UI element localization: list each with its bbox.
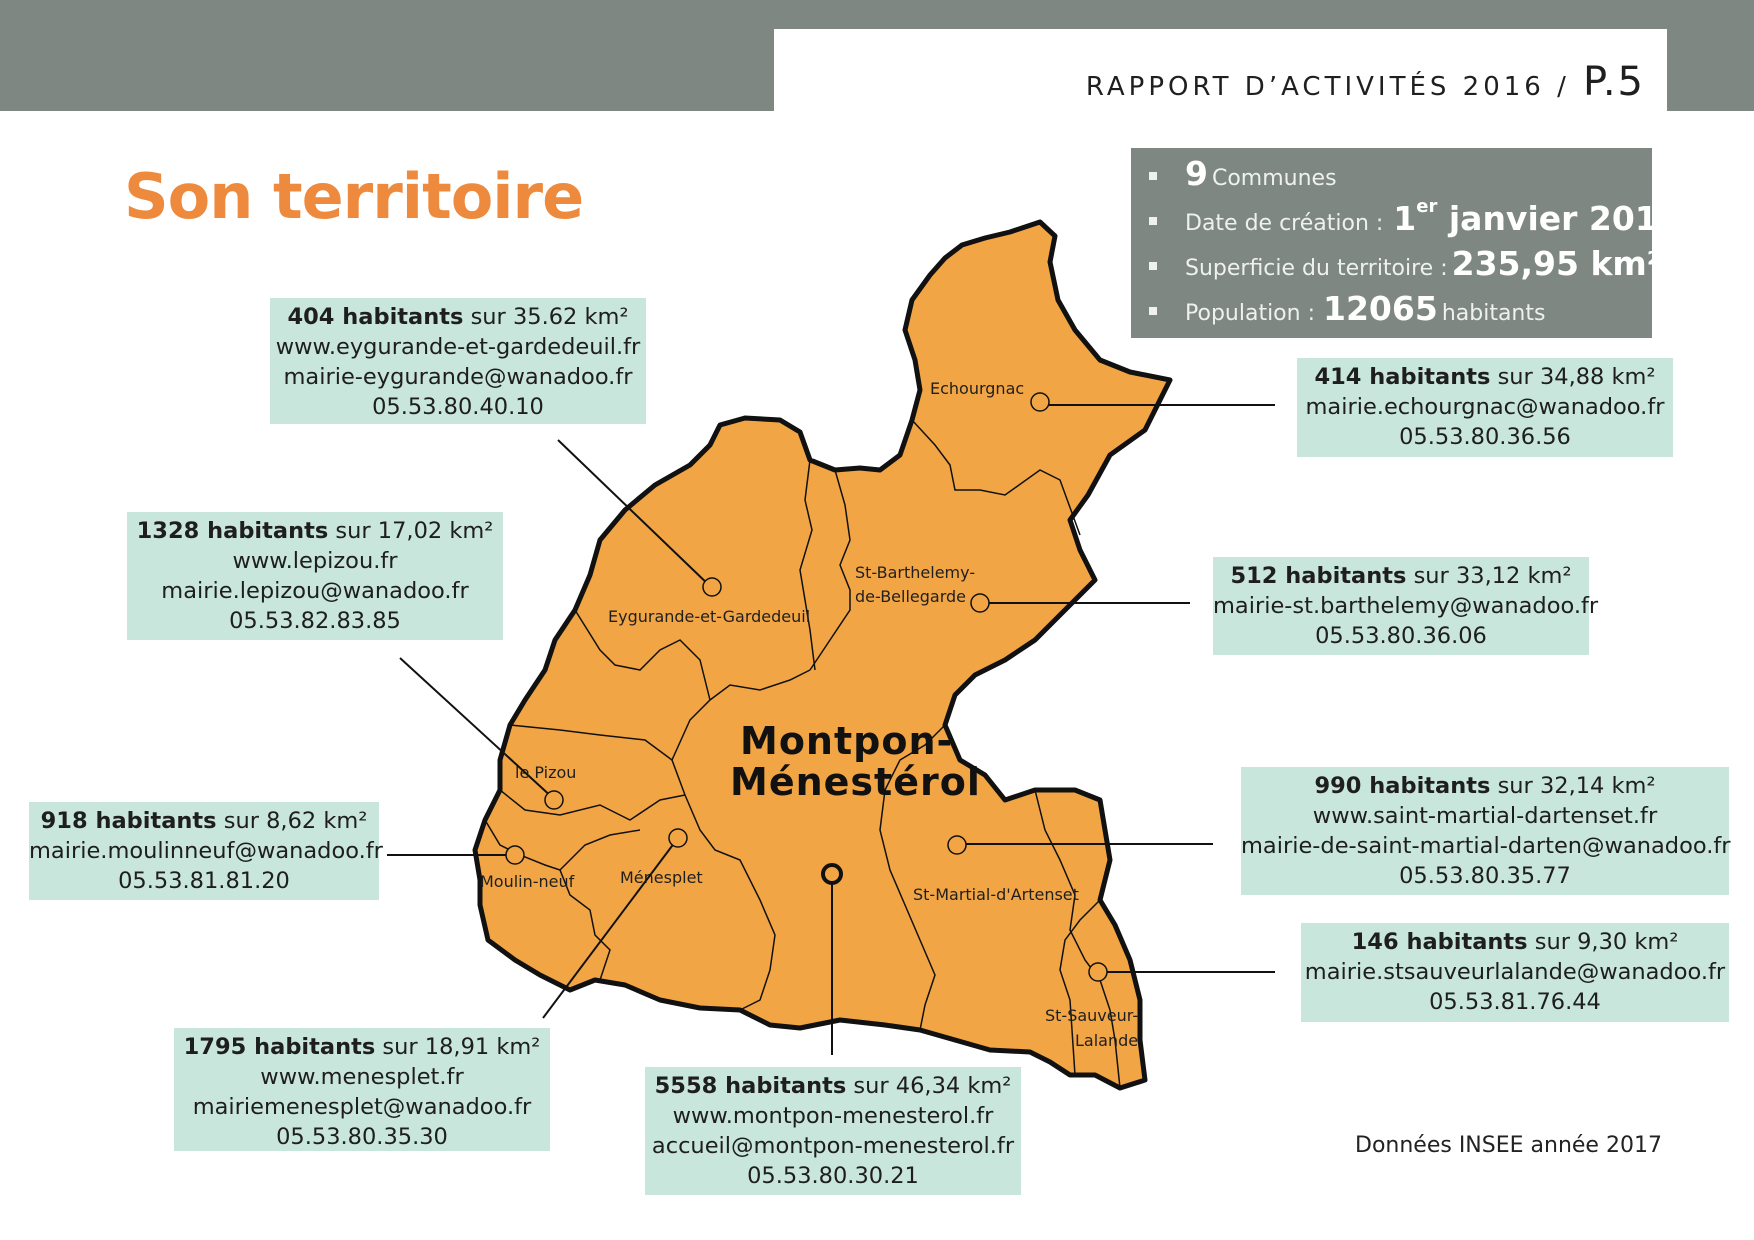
info-box-moulinneuf <box>29 802 383 900</box>
phone-text: 05.53.81.76.44 <box>1429 989 1601 1015</box>
population-line <box>174 1032 550 1062</box>
phone-text: 05.53.80.40.10 <box>372 394 544 420</box>
commune-label-lepizou: le Pizou <box>515 763 577 782</box>
marker-moulinneuf <box>506 846 524 864</box>
population-count: 512 habitants <box>1230 563 1407 589</box>
commune-label-stbarthelemy-1: St-Barthelemy- <box>855 563 976 582</box>
area-text: sur 46,34 km² <box>846 1073 1012 1099</box>
population-count: 404 habitants <box>287 304 464 330</box>
info-box-montpon <box>645 1067 1021 1195</box>
population-count: 918 habitants <box>40 808 217 834</box>
phone-text: 05.53.80.36.06 <box>1315 623 1487 649</box>
commune-label-stbarthelemy-2: de-Bellegarde <box>855 587 967 606</box>
website-text: www.menesplet.fr <box>260 1064 464 1090</box>
website-text: www.lepizou.fr <box>232 548 398 574</box>
population-line <box>29 806 379 836</box>
marker-menesplet <box>669 829 687 847</box>
population-count: 1795 habitants <box>183 1034 376 1060</box>
area-text: sur 33,12 km² <box>1406 563 1572 589</box>
population-count: 990 habitants <box>1314 773 1491 799</box>
area-text: sur 35.62 km² <box>463 304 629 330</box>
population-line <box>1213 561 1589 591</box>
phone-text: 05.53.80.36.56 <box>1399 424 1571 450</box>
email-text: accueil@montpon-menesterol.fr <box>651 1133 1015 1159</box>
population-count: 1328 habitants <box>136 518 329 544</box>
marker-stmartial <box>948 836 966 854</box>
info-box-stbarthelemy <box>1213 557 1599 655</box>
area-label: Superficie du territoire : <box>1185 256 1448 281</box>
population-value: 12065 <box>1323 289 1438 328</box>
commune-label-echourgnac: Echourgnac <box>930 379 1025 398</box>
commune-label-eygurande: Eygurande-et-Gardedeuil <box>608 607 811 626</box>
creation-sup: er <box>1416 196 1438 217</box>
email-text: mairie-eygurande@wanadoo.fr <box>283 364 633 390</box>
creation-rest: janvier 2014 <box>1448 199 1681 238</box>
page-title: Son territoire <box>124 160 584 233</box>
phone-text: 05.53.80.35.30 <box>276 1124 448 1150</box>
area-text: sur 34,88 km² <box>1490 364 1656 390</box>
phone-text: 05.53.80.35.77 <box>1399 863 1571 889</box>
website-text: www.saint-martial-dartenset.fr <box>1312 803 1658 829</box>
commune-label-stmartial: St-Martial-d'Artenset <box>913 885 1079 904</box>
email-text: mairie.lepizou@wanadoo.fr <box>161 578 469 604</box>
data-source-note: Données INSEE année 2017 <box>1355 1133 1662 1158</box>
map-center-label-1: Montpon- <box>740 719 954 763</box>
website-text: www.montpon-menesterol.fr <box>672 1103 994 1129</box>
commune-label-stsauveur-2: Lalande <box>1075 1031 1139 1050</box>
creation-day: 1 <box>1393 199 1417 238</box>
marker-stbarthelemy <box>971 594 989 612</box>
email-text: mairie.echourgnac@wanadoo.fr <box>1305 394 1665 420</box>
population-line <box>1301 927 1729 957</box>
population-line <box>645 1071 1021 1101</box>
info-box-stsauveur <box>1301 923 1729 1022</box>
population-line <box>1297 362 1673 392</box>
marker-montpon <box>823 865 841 883</box>
population-count: 5558 habitants <box>654 1073 847 1099</box>
area-text: sur 8,62 km² <box>216 808 368 834</box>
info-box-echourgnac <box>1297 358 1673 457</box>
info-box-lepizou <box>127 512 503 640</box>
area-value: 235,95 km² <box>1451 244 1662 283</box>
email-text: mairie-de-saint-martial-darten@wanadoo.fr <box>1241 833 1731 859</box>
email-text: mairie.stsauveurlalande@wanadoo.fr <box>1304 959 1726 985</box>
commune-label-menesplet: Ménesplet <box>620 868 703 887</box>
population-line <box>1241 771 1729 801</box>
info-box-eygurande <box>270 298 646 424</box>
phone-text: 05.53.80.30.21 <box>747 1163 919 1189</box>
info-box-menesplet <box>174 1028 550 1151</box>
population-count: 146 habitants <box>1351 929 1528 955</box>
population-unit: habitants <box>1441 301 1546 326</box>
email-text: mairiemenesplet@wanadoo.fr <box>192 1094 532 1120</box>
communes-value: 9 <box>1185 154 1208 193</box>
commune-label-moulinneuf: Moulin-neuf <box>480 872 575 891</box>
website-text: www.eygurande-et-gardedeuil.fr <box>275 334 641 360</box>
commune-label-stsauveur-1: St-Sauveur- <box>1045 1006 1139 1025</box>
area-text: sur 32,14 km² <box>1490 773 1656 799</box>
map-center-label-2: Ménestérol <box>730 760 981 804</box>
area-text: sur 18,91 km² <box>375 1034 541 1060</box>
marker-eygurande <box>703 578 721 596</box>
marker-stsauveur <box>1089 963 1107 981</box>
area-text: sur 9,30 km² <box>1527 929 1679 955</box>
phone-text: 05.53.81.81.20 <box>118 868 290 894</box>
population-line <box>127 516 503 546</box>
phone-text: 05.53.82.83.85 <box>229 608 401 634</box>
email-text: mairie-st.barthelemy@wanadoo.fr <box>1213 593 1599 619</box>
area-text: sur 17,02 km² <box>328 518 494 544</box>
page-number: P.5 <box>1582 59 1645 105</box>
population-label: Population : <box>1185 301 1315 326</box>
population-count: 414 habitants <box>1314 364 1491 390</box>
creation-label: Date de création : <box>1185 211 1384 236</box>
report-label: RAPPORT D’ACTIVITÉS 2016 / <box>1085 72 1570 102</box>
marker-echourgnac <box>1031 393 1049 411</box>
email-text: mairie.moulinneuf@wanadoo.fr <box>29 838 383 864</box>
marker-lepizou <box>545 791 563 809</box>
info-box-stmartial <box>1241 767 1729 895</box>
communes-label: Communes <box>1211 166 1337 191</box>
population-line <box>270 302 646 332</box>
